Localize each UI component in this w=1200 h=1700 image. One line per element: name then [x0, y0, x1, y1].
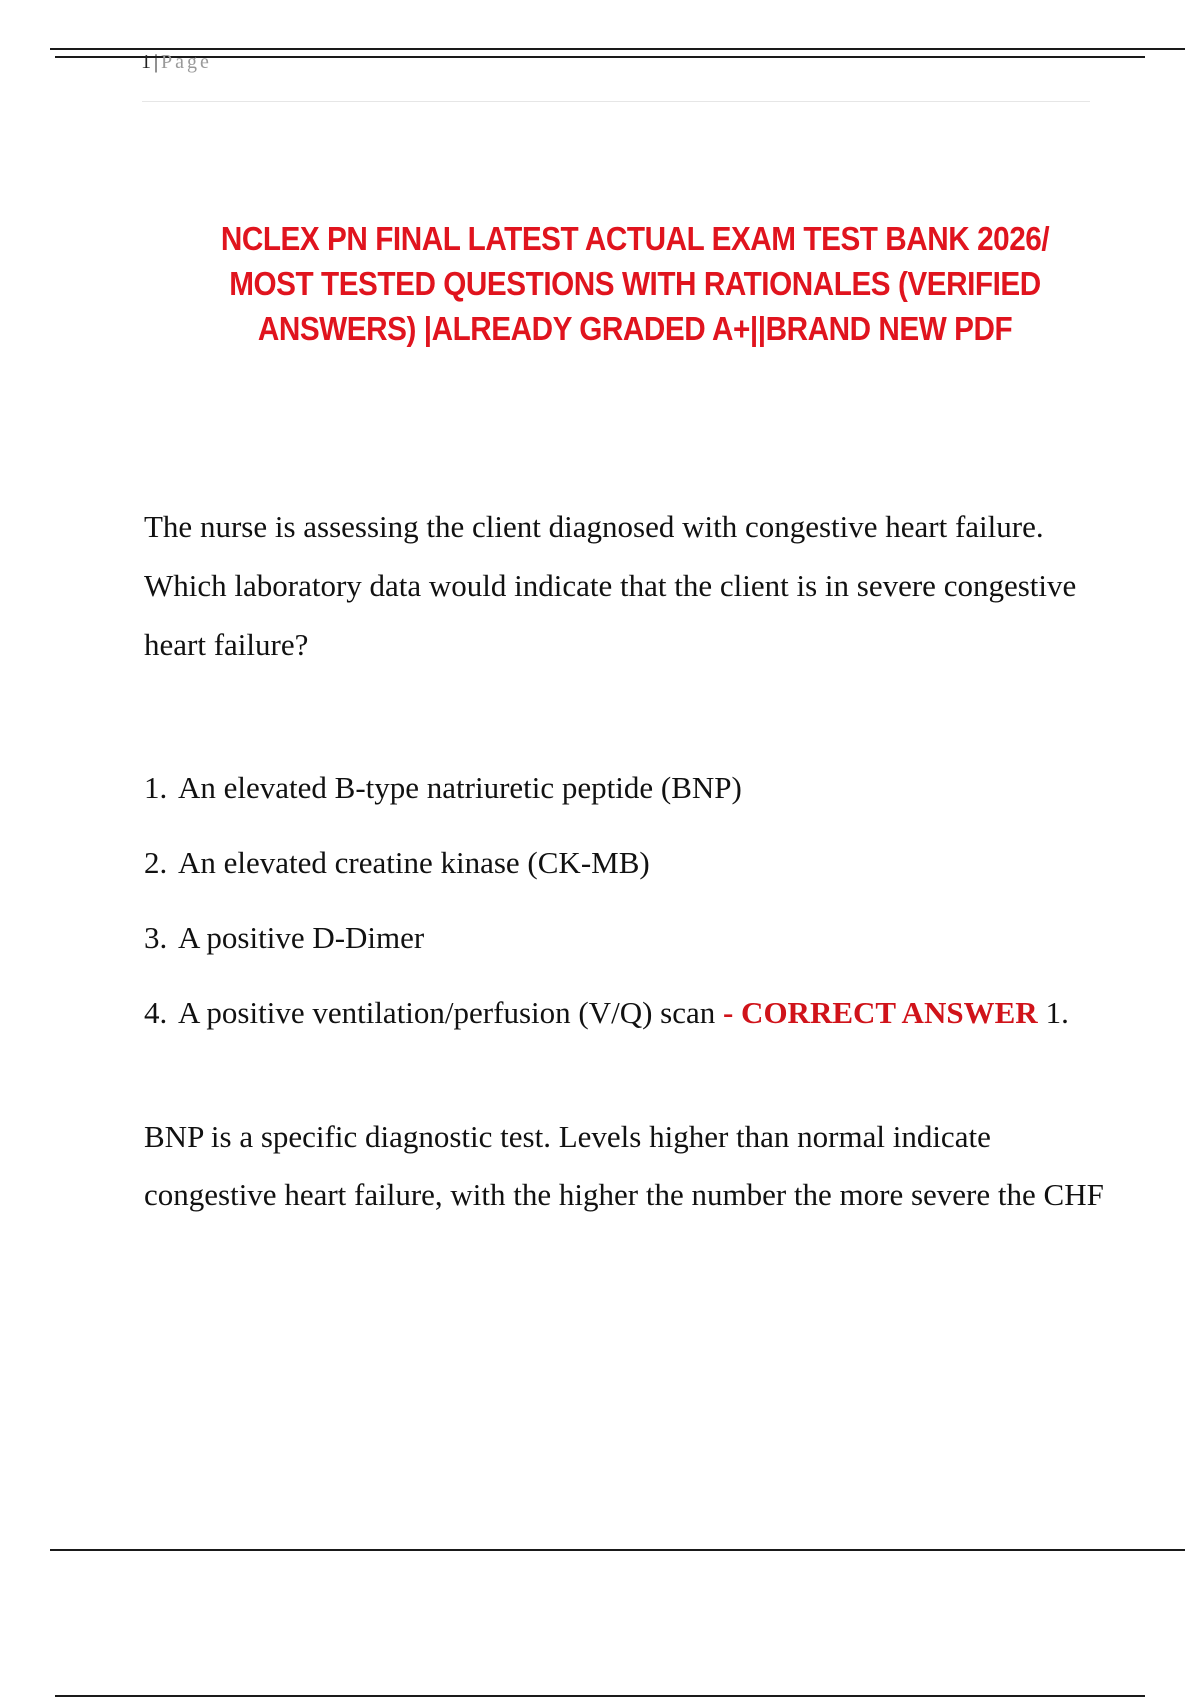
page-number: 1 — [141, 51, 152, 73]
page-separator: | — [154, 51, 160, 73]
title-line-3: ANSWERS) |ALREADY GRADED A+||BRAND NEW PDF — [257, 310, 1013, 347]
option-item — [144, 917, 1104, 959]
rationale-text: BNP is a specific diagnostic test. Levels higher than normal indicate congestive heart failure, with the higher the number the more severe the CHF — [144, 1119, 1104, 1212]
option-text: A positive ventilation/perfusion (V/Q) scan — [178, 995, 716, 1030]
option-item — [144, 992, 1104, 1034]
header-rule-inner — [55, 56, 1145, 58]
correct-answer-marker: - CORRECT ANSWER — [715, 995, 1038, 1030]
page-number-header — [141, 50, 212, 74]
question-text: The nurse is assessing the client diagnosed with congestive heart failure. Which laboratory data would indicate that the client is in severe congestive heart failure? — [144, 509, 1077, 662]
title-line-1: NCLEX PN FINAL LATEST ACTUAL EXAM TEST BANK 2026/ — [220, 220, 1050, 257]
option-number: 4. — [144, 995, 168, 1030]
document-title — [217, 216, 1054, 351]
option-number: 3. — [144, 920, 168, 955]
answer-options — [144, 767, 1104, 1067]
footer-rule-inner — [55, 1695, 1145, 1697]
option-text: An elevated creatine kinase (CK-MB) — [178, 845, 650, 880]
option-item — [144, 842, 1104, 884]
option-number: 2. — [144, 845, 168, 880]
correct-answer-value: 1. — [1045, 995, 1069, 1030]
option-text: A positive D-Dimer — [178, 920, 425, 955]
page-label: Page — [161, 51, 212, 73]
footer-rule-outer — [50, 1549, 1185, 1551]
option-item — [144, 767, 1104, 809]
option-text: An elevated B-type natriuretic peptide (BNP) — [178, 770, 742, 805]
header-divider — [142, 101, 1090, 102]
title-line-2: MOST TESTED QUESTIONS WITH RATIONALES (VERIFIED — [229, 265, 1041, 302]
header-rule-outer — [50, 48, 1185, 50]
option-number: 1. — [144, 770, 168, 805]
